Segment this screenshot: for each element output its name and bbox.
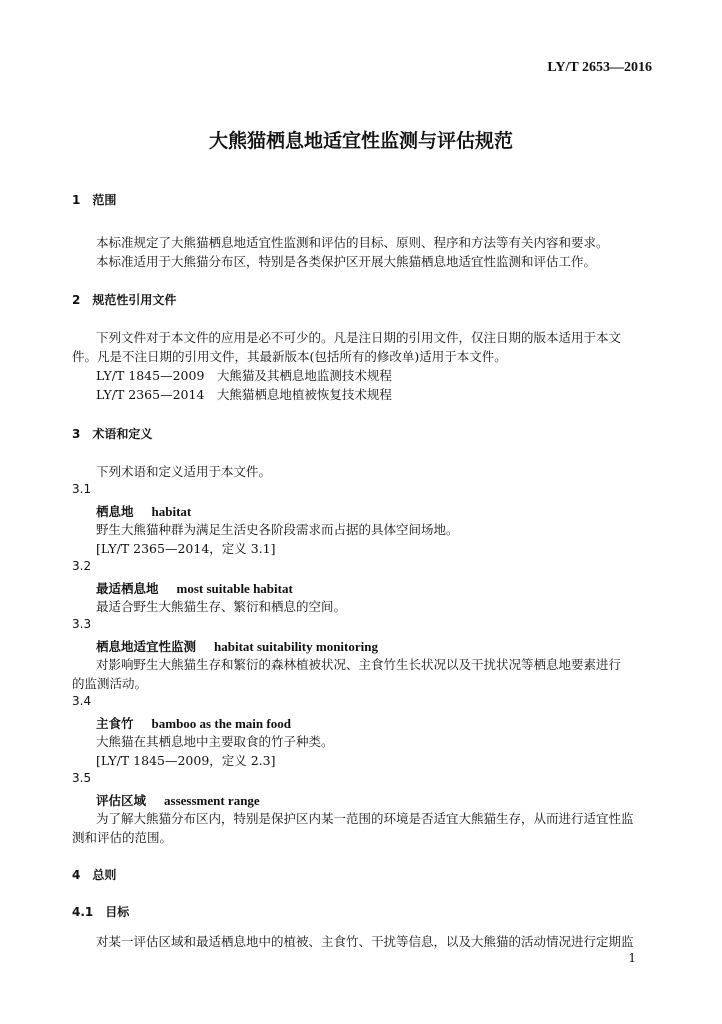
section-1-para-2: 本标准适用于大熊猫分布区，特别是各类保护区开展大熊猫栖息地适宜性监测和评估工作。 — [96, 254, 597, 269]
section-4-heading: 4 总则 — [72, 868, 117, 882]
term-3-3-definition-line-1: 对影响野生大熊猫生存和繁衍的森林植被状况、主食竹生长状况以及干扰状况等栖息地要素进行 — [96, 657, 622, 672]
term-3-2-definition: 最适合野生大熊猫生存、繁衍和栖息的空间。 — [96, 599, 347, 614]
section-1-para-1: 本标准规定了大熊猫栖息地适宜性监测和评估的目标、原则、程序和方法等有关内容和要求。 — [96, 235, 609, 250]
term-3-4-source: [LY/T 1845—2009，定义 2.3] — [96, 753, 276, 768]
term-3-1-number: 3.1 — [72, 482, 92, 496]
term-3-5-definition-line-1: 为了解大熊猫分布区内，特别是保护区内某一范围的环境是否适宜大熊猫生存，从而进行适宜性监 — [96, 811, 634, 826]
term-3-2-en: most suitable habitat — [176, 581, 293, 596]
term-3-1-source: [LY/T 2365—2014，定义 3.1] — [96, 541, 276, 556]
term-3-4-en: bamboo as the main food — [151, 716, 291, 731]
term-3-1-definition: 野生大熊猫种群为满足生活史各阶段需求而占据的具体空间场地。 — [96, 522, 459, 537]
reference-1: LY/T 1845—2009 大熊猫及其栖息地监测技术规程 — [96, 368, 392, 383]
section-3-heading: 3 术语和定义 — [72, 427, 153, 441]
section-2-para-line-2: 件。凡是不注日期的引用文件，其最新版本(包括所有的修改单)适用于本文件。 — [72, 349, 507, 364]
term-3-1-zh: 栖息地 — [96, 504, 134, 519]
term-3-2-number: 3.2 — [72, 559, 92, 573]
section-2-para-line-1: 下列文件对于本文件的应用是必不可少的。凡是注日期的引用文件，仅注日期的版本适用于本文 — [96, 330, 622, 345]
reference-2: LY/T 2365—2014 大熊猫栖息地植被恢复技术规程 — [96, 387, 392, 402]
term-3-3-definition-line-2: 的监测活动。 — [72, 676, 148, 691]
term-3-4-zh: 主食竹 — [96, 716, 134, 731]
term-3-1-en: habitat — [151, 504, 192, 519]
term-3-5-en: assessment range — [164, 793, 260, 808]
term-3-4-definition: 大熊猫在其栖息地中主要取食的竹子种类。 — [96, 734, 334, 749]
term-3-5-heading — [96, 790, 260, 809]
term-3-2-heading — [96, 578, 293, 597]
term-3-4-heading — [96, 713, 291, 732]
term-3-2-zh: 最适栖息地 — [96, 581, 159, 596]
term-3-5-number: 3.5 — [72, 771, 92, 785]
term-3-3-en: habitat suitability monitoring — [214, 639, 378, 654]
page-title: 大熊猫栖息地适宜性监测与评估规范 — [208, 130, 513, 152]
section-3-intro: 下列术语和定义适用于本文件。 — [96, 464, 272, 479]
term-3-3-number: 3.3 — [72, 617, 92, 631]
page-number: 1 — [628, 951, 636, 965]
term-3-1-heading — [96, 501, 191, 520]
section-1-heading: 1 范围 — [72, 193, 117, 207]
term-3-3-zh: 栖息地适宜性监测 — [96, 639, 197, 654]
standard-number: LY/T 2653—2016 — [547, 60, 652, 75]
term-3-5-zh: 评估区域 — [96, 793, 147, 808]
term-3-5-definition-line-2: 测和评估的范围。 — [72, 830, 173, 845]
section-4-1-heading: 4.1 目标 — [72, 905, 130, 919]
term-3-4-number: 3.4 — [72, 694, 92, 708]
section-2-heading: 2 规范性引用文件 — [72, 293, 177, 307]
section-4-1-para: 对某一评估区域和最适栖息地中的植被、主食竹、干扰等信息，以及大熊猫的活动情况进行定期监 — [96, 934, 634, 949]
term-3-3-heading — [96, 636, 378, 655]
